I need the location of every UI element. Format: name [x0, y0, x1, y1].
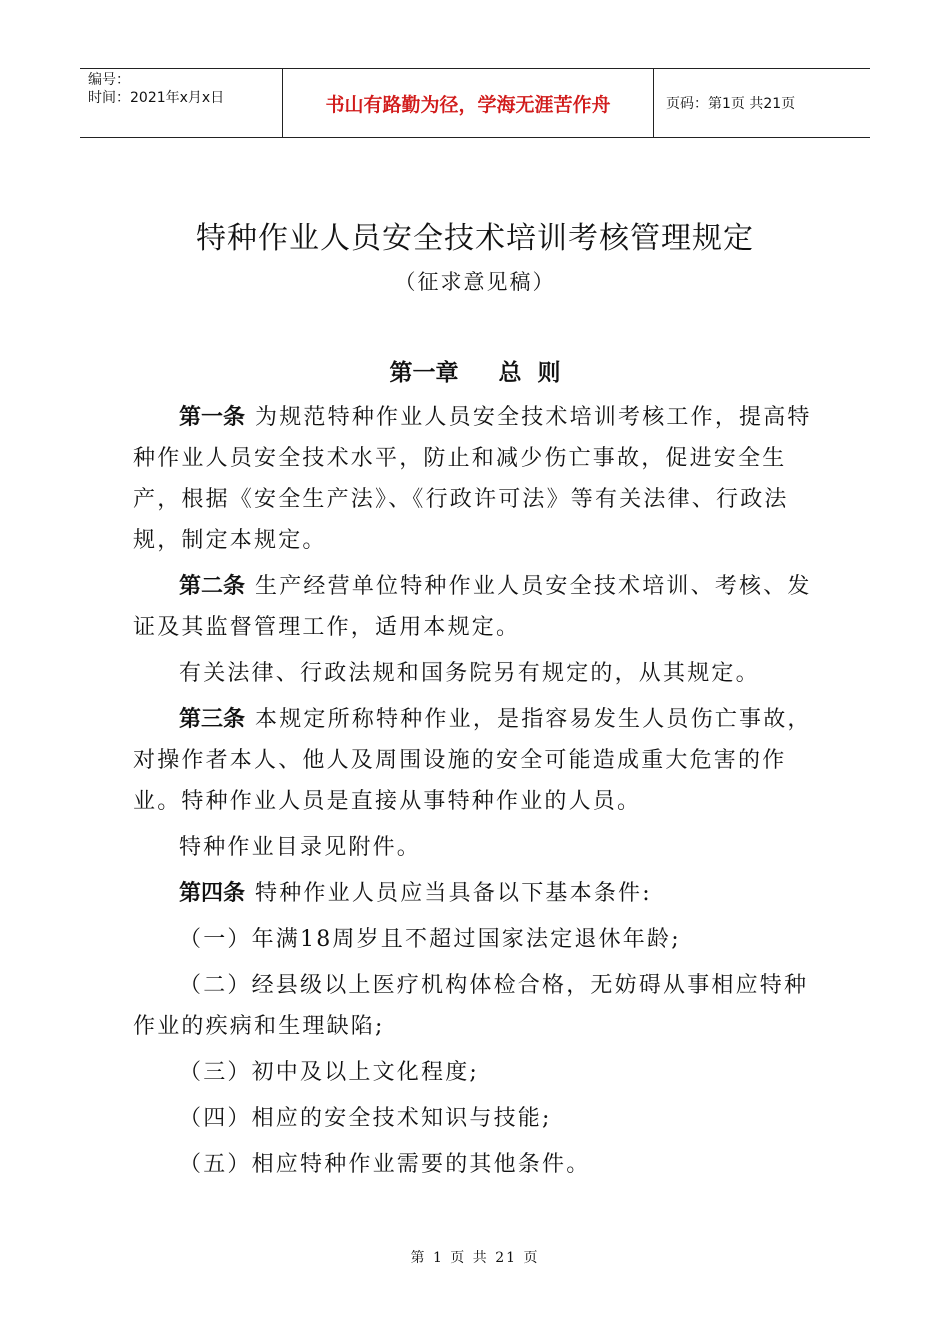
- paragraph-text: 为规范特种作业人员安全技术培训考核工作，提高特种作业人员安全技术水平，防止和减少伤亡事故，促进安全生产，根据《安全生产法》、《行政许可法》等有关法律、行政法规，制定本规定。: [133, 405, 812, 553]
- article-label: 第一条: [179, 405, 246, 430]
- paragraph-text: 特种作业人员应当具备以下基本条件:: [255, 881, 652, 906]
- article-label: 第三条: [179, 707, 246, 732]
- paragraph: [133, 397, 823, 561]
- document-title: 特种作业人员安全技术培训考核管理规定: [196, 221, 754, 256]
- list-item-text: （二）经县级以上医疗机构体检合格，无妨碍从事相应特种作业的疾病和生理缺陷;: [133, 973, 809, 1039]
- paragraph: [133, 566, 823, 648]
- paragraph: [133, 699, 823, 822]
- paragraph-text: 生产经营单位特种作业人员安全技术培训、考核、发证及其监督管理工作，适用本规定。: [133, 574, 812, 640]
- article-label: 第二条: [179, 574, 246, 599]
- paragraph: [133, 827, 823, 868]
- list-item-text: （一）年满18周岁且不超过国家法定退休年龄;: [179, 927, 681, 952]
- list-item-text: （四）相应的安全技术知识与技能;: [179, 1106, 552, 1131]
- document-body: [133, 397, 823, 1190]
- chapter-label: 第一章: [389, 360, 459, 386]
- header-number-label: 编号：: [88, 72, 130, 88]
- article-label: 第四条: [179, 881, 246, 906]
- chapter-heading: [0, 354, 950, 387]
- list-item: [133, 965, 823, 1047]
- paragraph: [133, 653, 823, 694]
- header-page-info: 页码：第1页 共21页: [666, 96, 796, 112]
- paragraph-text: 特种作业目录见附件。: [179, 835, 422, 860]
- paragraph: [133, 873, 823, 914]
- document-subtitle: （征求意见稿）: [394, 270, 556, 294]
- page-footer: 第 1 页 共 21 页: [410, 1250, 540, 1266]
- chapter-name: 总 则: [498, 360, 561, 386]
- header-time-label: 时间：2021年x月x日: [88, 90, 225, 106]
- list-item: [133, 1144, 823, 1185]
- list-item-text: （五）相应特种作业需要的其他条件。: [179, 1152, 591, 1177]
- list-item: [133, 919, 823, 960]
- paragraph-text: 有关法律、行政法规和国务院另有规定的，从其规定。: [179, 661, 760, 686]
- page-header: [80, 68, 870, 138]
- header-motto: 书山有路勤为径，学海无涯苦作舟: [282, 69, 654, 137]
- header-meta: [80, 69, 288, 139]
- paragraph-text: 本规定所称特种作业，是指容易发生人员伤亡事故，对操作者本人、他人及周围设施的安全可能造成重大危害的作业。特种作业人员是直接从事特种作业的人员。: [133, 707, 812, 814]
- list-item-text: （三）初中及以上文化程度;: [179, 1060, 480, 1085]
- list-item: [133, 1052, 823, 1093]
- list-item: [133, 1098, 823, 1139]
